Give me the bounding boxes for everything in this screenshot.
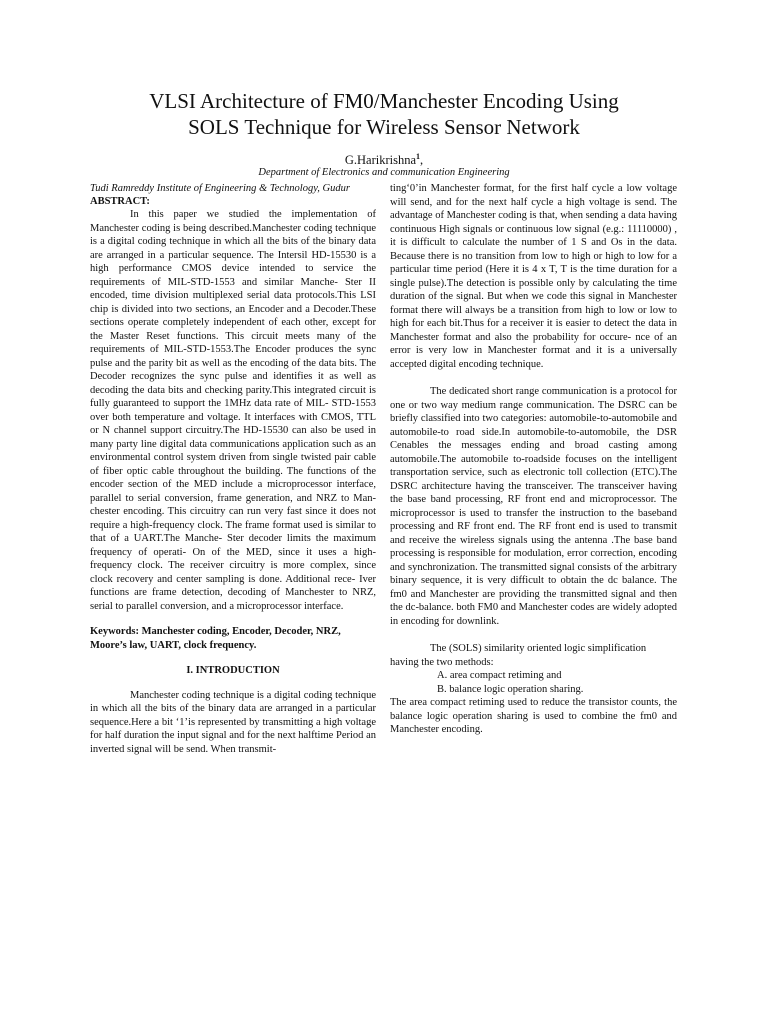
sols-paragraph: The (SOLS) similarity oriented logic simplification having the two methods:: [390, 643, 647, 668]
method-a: A. area compact retiming and: [437, 670, 562, 681]
dsrc-paragraph: The dedicated short range communication is a protocol for one or two way medium range communication. The DSRC can be briefly classified into two categories: automobile-to-automobile and automobile-to road side.In automobile-to-automobile, the DSR Cenables the messages ending and broad casting among automobile.The automobile to-roadside focuses on the intelligent transportation service, such as electronic toll collection (ETC).The DSRC architecture having the transceiver. The transceiver having the base band processing, RF front end and microprocessor. The microprocessor is used to transfer the instruction to the baseband processing and RF front end. The RF front end is used to transmit and receive the wireless signals using the antenna .The base band processing is responsible for modulation, error correction, encoding and synchronization. The transmitted signal consists of the arbitrary binary sequence, it is very difficult to obtain the dc balance. The fm0 and Manchester are providing the transmitted signal and then the dc-balance. both FM0 and Manchester codes are widely adopted in encoding for downlink.: [390, 386, 677, 627]
retiming-paragraph: The area compact retiming used to reduce the transistor counts, the balance logic operation sharing is used to combine the fm0 and Manchester encoding.: [390, 697, 677, 735]
abstract-body: In this paper we studied the implementation of Manchester coding is being described.Manchester coding technique is a digital coding technique in which all the bits of the binary data are arranged in a particular sequence. The Intersil HD-15530 is a high performance CMOS device intended to service the requirements of MIL-STD-1553 and similar Manche- Ster II encoded, time division multiplexed serial data protocols.This LSI chip is divided into two sections, an Encoder and a Decoder.These sections operate completely independent of each other, except for the Master Reset functions. This circuit meets many of the requirements of MIL-STD-1553.The Encoder produces the sync pulse and the parity bit as well as the encoding of the data bits. The Decoder recognizes the sync pulse and identifies it as well as decoding the data bits and checking parity.This integrated circuit is fully guaranteed to support the 1MHz data rate of MIL- STD-1553 over both temperature and voltage. It interfaces with CMOS, TTL or N channel support circuitry.The HD-15530 can also be used in many party line digital data communications application such as an environmental control system driven from single twisted pair cable of fiber optic cable throughout the building. The functions of the encoder section of the MED include a microprocessor interface, parallel to serial conversion, frame generation, and NRZ to Man- chester encoding. This circuitry can run very fast since it does not require a high-frequency clock. The frame format used is similar to that of a UART.The Manche- Ster decoder limits the maximum frequency of operati- On of the MED, since it uses a high-frequency clock. The receiver circuitry is more complex, since clock recovery and center sampling is done. Additional rece- Iver functions are frame detection, decoding of Manchester to NRZ, serial to parallel conversion, and a microprocessor interface.: [90, 209, 376, 612]
department: Department of Electronics and communication Engineering: [258, 167, 510, 178]
left-column: [90, 182, 376, 756]
author-name: G.Harikrishna: [344, 153, 417, 168]
author-affiliation-mark: 1: [416, 152, 421, 161]
author-suffix: ,: [420, 153, 424, 168]
paper-title: [60, 88, 708, 140]
abstract-heading: ABSTRACT:: [90, 196, 150, 207]
section-heading-introduction: I. INTRODUCTION: [186, 665, 280, 676]
institution: Tudi Ramreddy Institute of Engineering & Technology, Gudur: [90, 183, 350, 194]
title-line-2: SOLS Technique for Wireless Sensor Network: [188, 115, 580, 139]
keywords: Keywords: Manchester coding, Encoder, Decoder, NRZ, Moore’s law, UART, clock frequency.: [90, 626, 341, 651]
affiliation-abstract-line: [90, 182, 376, 208]
manchester-paragraph: ting‘0’in Manchester format, for the first half cycle a low voltage will send, and for the next half cycle a high voltage is send. The advantage of Manchester coding is that, when sending a data having continuous High signals or continuous low signal (e.g.: 11110000) , it is difficult to calculate the number of 1 S and Os in the data. Because there is no transition from low to high or high to low for a particular time period (Here it is 4 x T, T is the time duration for a single pulse).The detection is possible only by calculating the time duration of the signal. But when we code this signal in Manchester format there will always be a transition from high to low or low to high for each bit.Thus for a receiver it is easier to detect the data in Manchester format and also the probability for occure- nce of an error is very low in Manchester format and it is a universally accepted digital encoding technique.: [390, 183, 677, 370]
right-column: [390, 182, 677, 737]
introduction-body: Manchester coding technique is a digital coding technique in which all the bits of the binary data are arranged in a particular sequence.Here a bit ‘1’is represented by transmitting a high voltage for half duration the input signal and for the next halftime Period an inverted signal will be send. When transmit-: [90, 689, 376, 755]
title-line-1: VLSI Architecture of FM0/Manchester Encoding Using: [149, 89, 619, 113]
method-b: B. balance logic operation sharing.: [437, 683, 584, 695]
